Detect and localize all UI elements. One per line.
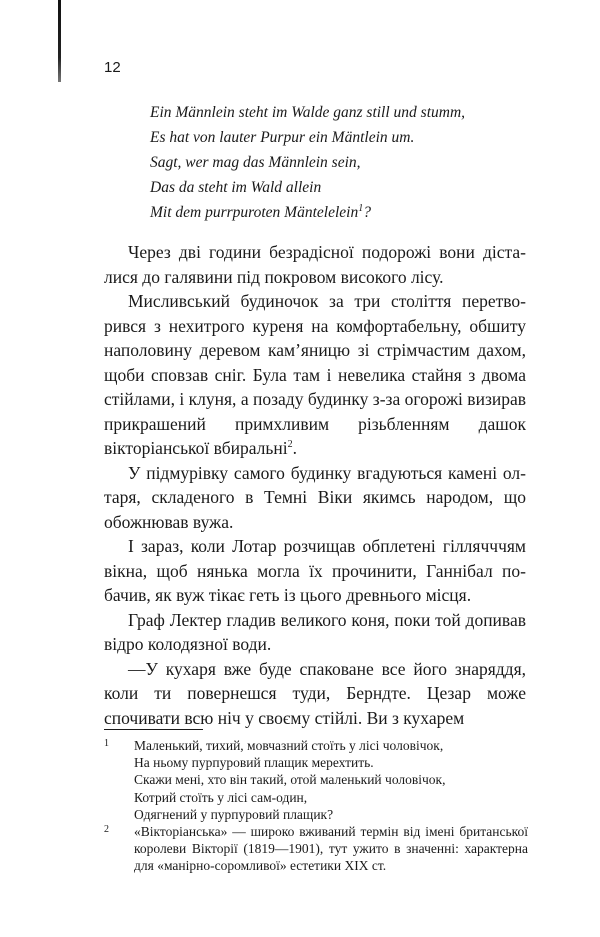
paragraph: Через дві години безрадісної подорожі вони дісталися до галявини під покровом високого лісу. xyxy=(104,242,526,287)
footnote-ref-2[interactable]: 2 xyxy=(287,439,293,451)
footnote-divider xyxy=(104,729,203,730)
poem-line: Ein Männlein steht im Walde ganz still und stumm, xyxy=(150,104,466,121)
footnotes xyxy=(104,737,528,875)
epigraph-poem xyxy=(150,100,570,225)
paragraph-end: . xyxy=(292,438,297,458)
footnote-line: Скажи мені, хто він такий, отой маленький чоловічок, xyxy=(134,772,446,788)
paragraph xyxy=(104,289,526,461)
footnote-2 xyxy=(104,823,528,875)
footnote-line: Одягнений у пурпуровий плащик? xyxy=(134,806,334,822)
poem-line-text: Mit dem purrpuroten Mäntelelein xyxy=(150,204,359,221)
poem-line: Es hat von lauter Purpur ein Mäntlein um. xyxy=(150,129,415,146)
page-number: 12 xyxy=(104,59,121,76)
poem-line-end: ? xyxy=(363,204,371,221)
footnote-line: На ньому пурпуровий плащик мерехтить. xyxy=(134,755,374,771)
paragraph: Граф Лектер гладив великого коня, поки той допивав відро колодязної води. xyxy=(104,609,526,654)
paragraph-text: Мисливський будиночок за три століття перетворився з нехитрого куреня на комфортабельну, обшиту наполовину деревом кам’яницю зі стрімчастим дахом, щоби сповзав сніг. Була там і невелика стайня з двома стійлами, і клуня, а позаду будинку з-за огорожі визирав прикрашений примхливим різьбленням дашок вікторіанської вбиральні xyxy=(104,291,526,458)
main-text xyxy=(104,240,526,730)
page-edge-mark xyxy=(58,0,61,82)
paragraph: І зараз, коли Лотар розчищав обплетені гіллячччям вікна, щоб нянька могла їх прочинити, Ганнібал побачив, як вуж тікає геть із цього древнього місця. xyxy=(104,536,526,605)
footnote-text: «Вікторіанська» — широко вживаний термін від імені британської королеви Вікторії (1819—1901), тут ужито в значенні: характерна для «манірно-соромливої» естетики XIX ст. xyxy=(134,824,528,874)
footnote-line: Котрий стоїть у лісі сам-один, xyxy=(134,789,308,805)
poem-line-with-footnote xyxy=(150,200,570,225)
footnote-line: Маленький, тихий, мовчазний стоїть у лісі чоловічок, xyxy=(134,738,444,753)
poem-line: Das da steht im Wald allein xyxy=(150,179,322,196)
footnote-ref-1[interactable]: 1 xyxy=(358,202,364,214)
footnote-number: 2 xyxy=(104,824,109,836)
poem-line: Sagt, wer mag das Männlein sein, xyxy=(150,154,361,171)
paragraph: У підмурівку самого будинку вгадуються камені олтаря, складеного в Темні Віки якимсь народом, що обожнював вужа. xyxy=(104,462,526,532)
paragraph: —У кухаря вже буде спаковане все його знаряддя, коли ти повернешся туди, Берндте. Цезар може спочивати всю ніч у своєму стійлі. Ви з кухарем xyxy=(104,658,526,728)
footnote-number: 1 xyxy=(104,738,109,749)
footnote-1 xyxy=(104,737,528,823)
